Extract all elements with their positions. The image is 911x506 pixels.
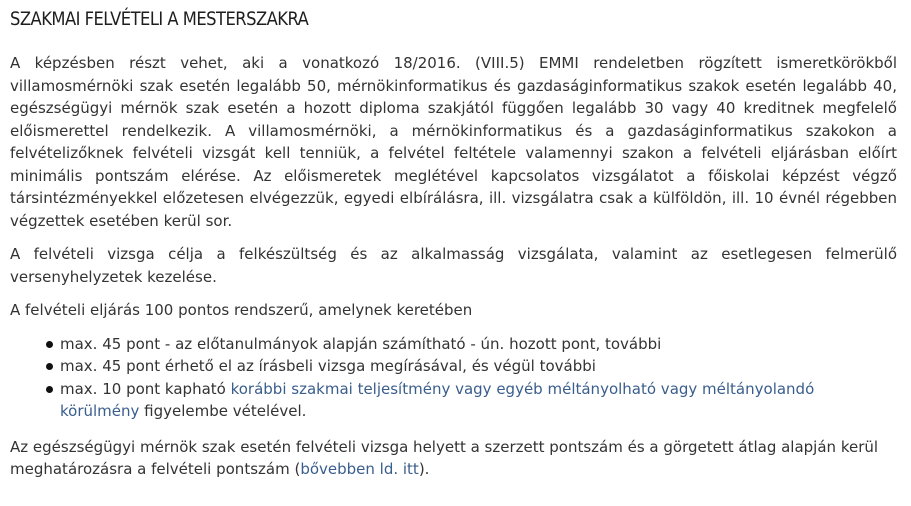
list-item	[60, 378, 897, 423]
page-title: SZAKMAI FELVÉTELI A MESTERSZAKRA	[10, 8, 309, 30]
list-item	[60, 355, 897, 378]
list-item-text: max. 45 pont érhető el az írásbeli vizsga megírásával, és végül további	[60, 357, 596, 375]
purpose-paragraph: A felvételi vizsga célja a felkészültség és az alkalmasság vizsgálata, valamint az esetlegesen felmerülő versenyhelyzetek kezelése.	[10, 245, 897, 286]
bullet-dot-icon	[46, 363, 53, 370]
points-list	[10, 333, 897, 423]
list-item-text: figyelembe vételével.	[139, 402, 307, 420]
bullet-dot-icon	[46, 341, 53, 348]
list-item-text: max. 10 pont kapható	[60, 379, 231, 398]
intro-paragraph: A képzésben részt vehet, aki a vonatkozó 18/2016. (VIII.5) EMMI rendeletben rögzített ismeretkörökből villamosmérnöki szak esetén legalább 50, mérnökinformatikus és gazdaságinformatikus szakok esetén legalább 40, egészségügyi mérnök szak esetén a hozott diploma szakjától függően legalább 30 vagy 40 kreditnek megfelelő előismerettel rendelkezik. A villamosmérnöki, a mérnökinformatikus és a gazdaságinformatikus szakokon a felvételizőknek felvételi vizsgát kell tenniük, a felvétel feltétele valamennyi szakon a felvételi eljárásban előírt minimális pontszám elérése. Az előismeretek meglétével kapcsolatos vizsgálatot a főiskolai képzést végző társintézményekkel előzetesen elvégezzük, egyedi elbírálásra, ill. vizsgálatra csak a külföldön, ill. 10 évnél régebben végzettek esetében kerül sor.	[10, 54, 897, 230]
previous-performance-link[interactable]: korábbi szakmai teljesítmény vagy egyéb méltányolható vagy méltányolandó körülmény	[60, 379, 815, 420]
more-info-link[interactable]: bővebben ld. itt	[300, 460, 419, 478]
list-item	[60, 333, 897, 356]
health-text-end: ).	[418, 460, 430, 478]
health-text: Az egészségügyi mérnök szak esetén felvételi vizsga helyett a szerzett pontszám és a görgetett átlag alapján kerül meghatározásra a felvételi pontszám (	[10, 437, 879, 478]
points-intro-paragraph: A felvételi eljárás 100 pontos rendszerű, amelynek keretében	[10, 301, 473, 319]
bullet-dot-icon	[46, 386, 53, 393]
list-item-text: max. 45 pont - az előtanulmányok alapján számítható - ún. hozott pont, további	[60, 334, 662, 353]
health-engineering-paragraph	[10, 436, 897, 481]
